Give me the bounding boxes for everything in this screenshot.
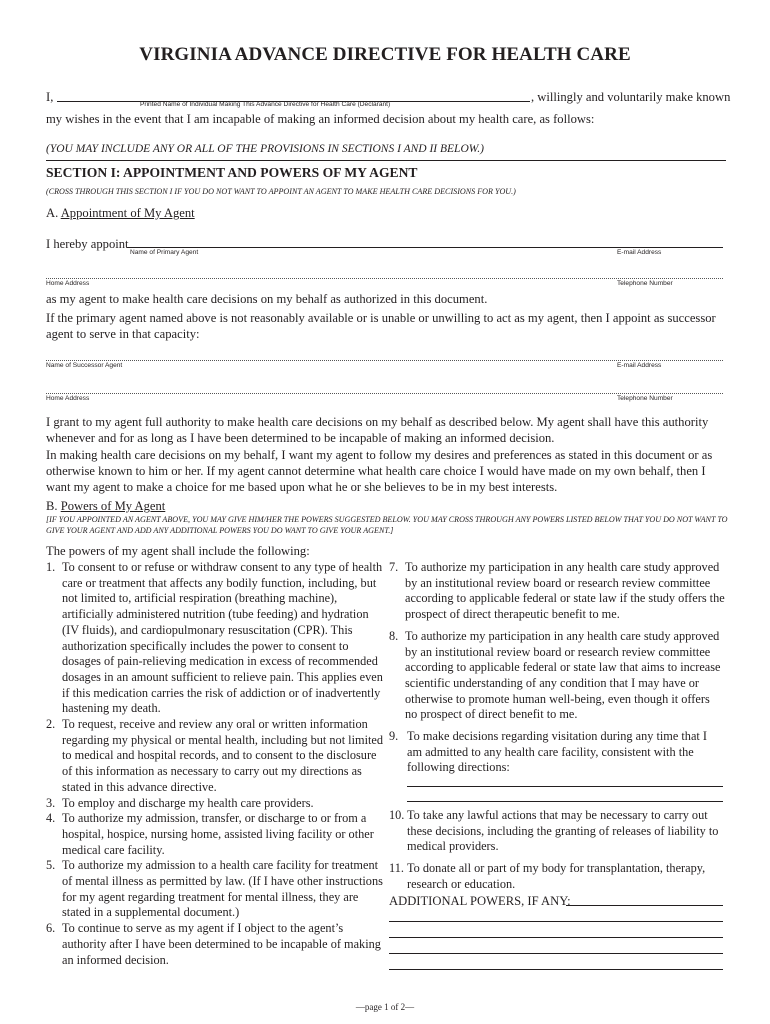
section-b-note: [IF YOU APPOINTED AN AGENT ABOVE, YOU MAY GIVE HIM/HER THE POWERS SUGGESTED BELOW. YOU MAY CROSS THROUGH ANY POWERS LISTED BELOW THAT YOU DO NOT WANT TO GIVE YOUR AGENT AND ADD ANY ADDITIONAL POWERS YOU DO WANT TO GIVE YOUR AGENT.] (46, 515, 728, 535)
intro-line2: my wishes in the event that I am incapable of making an informed decision about my health care, as follows: (46, 112, 595, 126)
additional-powers-label: ADDITIONAL POWERS, IF ANY: (389, 894, 571, 908)
successor-home-caption: Home Address (46, 395, 90, 402)
power-text: To employ and discharge my health care providers. (62, 795, 314, 810)
additional-powers-line-4[interactable] (389, 969, 723, 970)
successor-agent-field[interactable] (46, 360, 723, 361)
section-b-title: Powers of My Agent (60, 499, 166, 513)
power-text: To take any lawful actions that may be necessary to carry out these decisions, including the granting of releases of liability to medical providers. (407, 808, 719, 854)
successor-text: If the primary agent named above is not reasonably available or is unable or unwilling to act as my agent, then I appoint as successor agent to serve in that capacity: (46, 311, 716, 341)
successor-email-caption: E-mail Address (617, 362, 662, 369)
power-number: 4. (46, 811, 56, 826)
power-number: 9. (389, 729, 399, 744)
section1-heading: SECTION I: APPOINTMENT AND POWERS OF MY AGENT (46, 165, 418, 180)
power-number: 1. (46, 560, 56, 574)
power-item-2 (46, 717, 384, 796)
power-item-3 (46, 796, 384, 812)
visitation-directions-line-1[interactable] (407, 786, 723, 787)
section-a-title: Appointment of My Agent (60, 206, 195, 220)
power-item-10 (389, 808, 725, 855)
page-footer: —page 1 of 2— (355, 1002, 415, 1012)
appoint-label: I hereby appoint (46, 237, 129, 251)
powers-left-column (46, 560, 384, 968)
power-item-9 (389, 729, 725, 776)
section-instruction: (YOU MAY INCLUDE ANY OR ALL OF THE PROVISIONS IN SECTIONS I AND II BELOW.) (46, 143, 484, 155)
i-prefix: I, (46, 90, 54, 104)
power-item-6 (46, 921, 384, 968)
primary-agent-caption: Name of Primary Agent (130, 249, 199, 256)
additional-powers-line-3[interactable] (389, 953, 723, 954)
document-title: VIRGINIA ADVANCE DIRECTIVE FOR HEALTH CARE (139, 44, 631, 65)
telephone-caption: Telephone Number (617, 280, 673, 287)
power-item-5 (46, 858, 384, 921)
power-item-4 (46, 811, 384, 858)
willingly-text: , willingly and voluntarily make known (531, 90, 731, 104)
power-item-7 (389, 560, 725, 623)
power-number: 3. (46, 795, 56, 810)
home-address-caption: Home Address (46, 280, 90, 287)
email-caption: E-mail Address (617, 249, 662, 256)
declarant-caption: Printed Name of Individual Making This Advance Directive for Health Care (Declarant) (140, 101, 391, 108)
grant-text: I grant to my agent full authority to make health care decisions on my behalf as described below. My agent shall have this authority whenever and for as long as I have been determined to be incapable of making an informed decision. (46, 415, 709, 445)
power-number: 7. (389, 560, 399, 574)
power-text: To authorize my participation in any health care study approved by an institutional review board or research review committee according to applicable federal or state law that aims to increase scientific understanding of any condition that I may have or otherwise to promote human well-being, even though it offers no prospect of direct benefit to me. (405, 628, 721, 722)
section-a-heading (46, 205, 195, 221)
power-item-8 (389, 629, 725, 723)
visitation-directions-line-2[interactable] (407, 801, 723, 802)
power-text: To authorize my participation in any health care study approved by an institutional review board or research review committee according to applicable federal or state law if the study offers the prospect of direct therapeutic benefit to me. (405, 560, 725, 622)
successor-agent-caption: Name of Successor Agent (46, 362, 123, 369)
power-text: To authorize my admission, transfer, or discharge to or from a hospital, hospice, nursing home, assisted living facility or other medical care facility. (62, 811, 374, 857)
as-my-agent-text: as my agent to make health care decisions on my behalf as authorized in this document. (46, 292, 488, 306)
power-text: To make decisions regarding visitation during any time that I am admitted to any health care facility, consistent with the following directions: (407, 729, 708, 775)
primary-address-field[interactable] (46, 278, 723, 279)
power-text: To continue to serve as my agent if I object to the agent’s authority after I have been determined to be incapable of making an informed decision. (62, 921, 381, 967)
section1-note: (CROSS THROUGH THIS SECTION I IF YOU DO NOT WANT TO APPOINT AN AGENT TO MAKE HEALTH CARE DECISIONS FOR YOU.) (46, 187, 516, 196)
powers-right-column-lower (389, 808, 725, 893)
power-number: 8. (389, 628, 399, 643)
additional-powers-line-1[interactable] (389, 921, 723, 922)
power-item-1 (46, 560, 384, 717)
section-a-prefix: A. (46, 206, 61, 220)
power-item-11 (389, 861, 725, 892)
power-number: 6. (46, 921, 56, 936)
power-text: To donate all or part of my body for transplantation, therapy, research or education. (407, 861, 706, 891)
power-text: To authorize my admission to a health care facility for treatment of mental illness as permitted by law. (If I have other instructions for my agent regarding treatment for mental illness, they are stated in a supplemental document.) (62, 858, 383, 920)
successor-address-field[interactable] (46, 393, 723, 394)
powers-right-column (389, 560, 725, 776)
primary-agent-field[interactable] (127, 247, 723, 248)
making-text: In making health care decisions on my behalf, I want my agent to follow my desires and preferences as stated in this document or as otherwise known to him or her. If my agent cannot determine what health care choice I would have made on my own behalf, then I want my agent to make a choice for me based upon what he or she believes to be in my best interests. (46, 448, 713, 494)
power-text: To consent to or refuse or withdraw consent to any type of health care or treatment that affects any bodily function, including, but not limited to, artificial respiration (breathing machine), artificially administered nutrition (tube feeding) and hydration (IV fluids), and cardiopulmonary resuscitation (CPR). This authorization specifically includes the power to consent to dosages of pain-relieving medication in excess of recommended dosages in an amount sufficient to relieve pain. This applies even if this medication carries the risk of addiction or of inadvertently hastening my death. (62, 560, 383, 716)
additional-powers-line-2[interactable] (389, 937, 723, 938)
power-number: 10. (389, 808, 405, 822)
section-divider (46, 160, 726, 161)
power-number: 5. (46, 858, 56, 873)
successor-phone-caption: Telephone Number (617, 395, 673, 402)
section-b-heading (46, 498, 165, 514)
power-number: 11. (389, 861, 404, 876)
additional-powers-line-0[interactable] (566, 905, 723, 906)
powers-intro: The powers of my agent shall include the following: (46, 544, 310, 558)
power-number: 2. (46, 717, 56, 732)
power-text: To request, receive and review any oral or written information regarding my physical or mental health, including but not limited to medical and hospital records, and to consent to the disclosure of this information as necessary to carry out my directions as stated in this advance directive. (62, 717, 384, 794)
section-b-prefix: B. (46, 499, 61, 513)
